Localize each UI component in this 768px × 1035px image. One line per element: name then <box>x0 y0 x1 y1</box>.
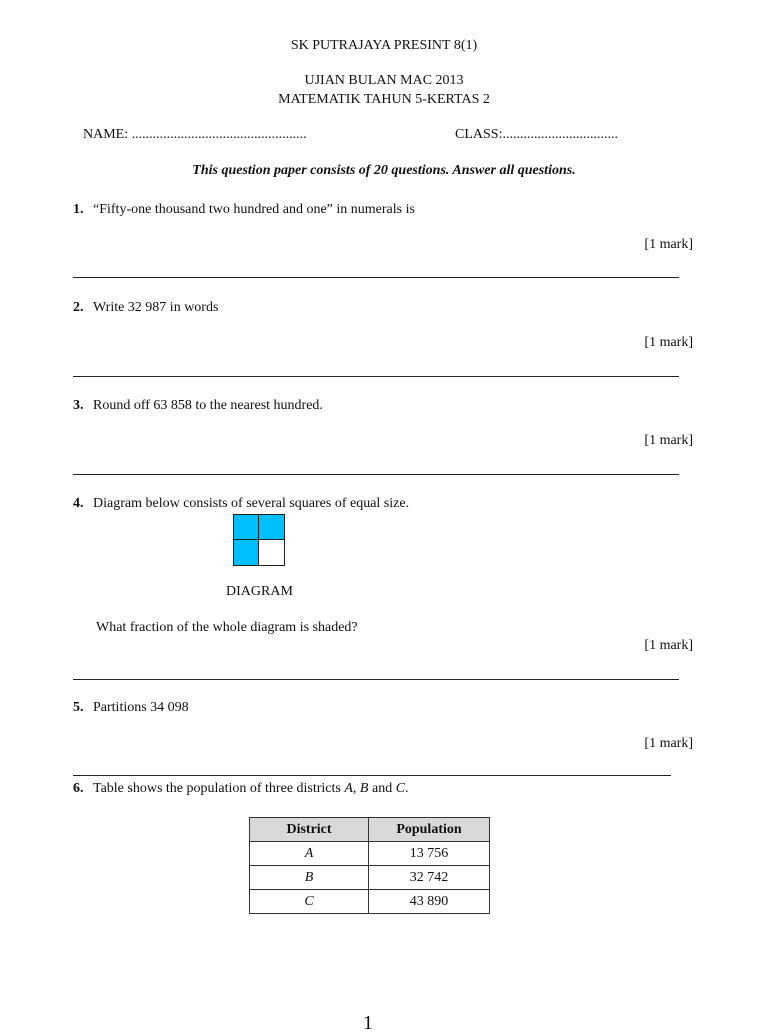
district-cell: A <box>250 842 369 866</box>
diagram-cell-bottom-left <box>234 540 259 565</box>
district-b-ref: B <box>359 781 369 796</box>
question-3-mark: [1 mark] <box>644 433 693 448</box>
answer-line <box>73 277 679 278</box>
population-cell: 43 890 <box>369 890 490 914</box>
period: . <box>405 781 409 796</box>
name-field-label: NAME: .................................................. <box>83 127 307 142</box>
question-4 <box>73 496 409 512</box>
diagram-cell-bottom-right <box>259 540 284 565</box>
answer-line <box>73 775 671 776</box>
answer-line <box>73 474 679 475</box>
question-text: Table shows the population of three districts <box>93 781 345 796</box>
column-header-population: Population <box>369 818 490 842</box>
table-row <box>250 890 490 914</box>
question-number: 3. <box>73 398 84 413</box>
answer-line <box>73 679 679 680</box>
question-number: 5. <box>73 700 84 715</box>
question-text: Write 32 987 in words <box>93 300 219 315</box>
population-cell: 13 756 <box>369 842 490 866</box>
paper-title: MATEMATIK TAHUN 5-KERTAS 2 <box>278 92 490 107</box>
question-number: 2. <box>73 300 84 315</box>
diagram-label: DIAGRAM <box>226 584 293 599</box>
population-cell: 32 742 <box>369 866 490 890</box>
question-number: 6. <box>73 781 84 796</box>
district-cell: B <box>250 866 369 890</box>
question-number: 4. <box>73 496 84 511</box>
diagram-cell-top-right <box>259 515 284 540</box>
question-3 <box>73 398 323 414</box>
question-5-mark: [1 mark] <box>644 736 693 751</box>
question-4-prompt: What fraction of the whole diagram is shaded? <box>96 620 358 635</box>
table-row <box>250 842 490 866</box>
district-c-ref: C <box>395 781 406 796</box>
table-row <box>250 866 490 890</box>
district-cell: C <box>250 890 369 914</box>
question-1 <box>73 202 415 218</box>
shaded-squares-diagram <box>233 514 285 566</box>
population-table <box>249 817 490 914</box>
question-text: Round off 63 858 to the nearest hundred. <box>93 398 323 413</box>
question-1-mark: [1 mark] <box>644 237 693 252</box>
question-text: Partitions 34 098 <box>93 700 189 715</box>
column-header-district: District <box>250 818 369 842</box>
district-a-ref: A <box>344 781 353 796</box>
question-6 <box>73 781 409 797</box>
answer-line <box>73 376 679 377</box>
question-text: Diagram below consists of several squares of equal size. <box>93 496 410 511</box>
question-2-mark: [1 mark] <box>644 335 693 350</box>
question-2 <box>73 300 218 316</box>
exam-title: UJIAN BULAN MAC 2013 <box>304 73 464 88</box>
table-header-row <box>250 818 490 842</box>
question-4-mark: [1 mark] <box>644 638 693 653</box>
school-name: SK PUTRAJAYA PRESINT 8(1) <box>290 38 478 53</box>
instructions: This question paper consists of 20 questions. Answer all questions. <box>192 163 576 178</box>
separator: , <box>352 781 360 796</box>
question-text: “Fifty-one thousand two hundred and one” in numerals is <box>93 202 415 217</box>
page-number: 1 <box>363 1012 373 1034</box>
question-number: 1. <box>73 202 84 217</box>
question-5 <box>73 700 189 716</box>
separator: and <box>368 781 396 796</box>
class-field-label: CLASS:................................. <box>455 127 618 142</box>
diagram-cell-top-left <box>234 515 259 540</box>
